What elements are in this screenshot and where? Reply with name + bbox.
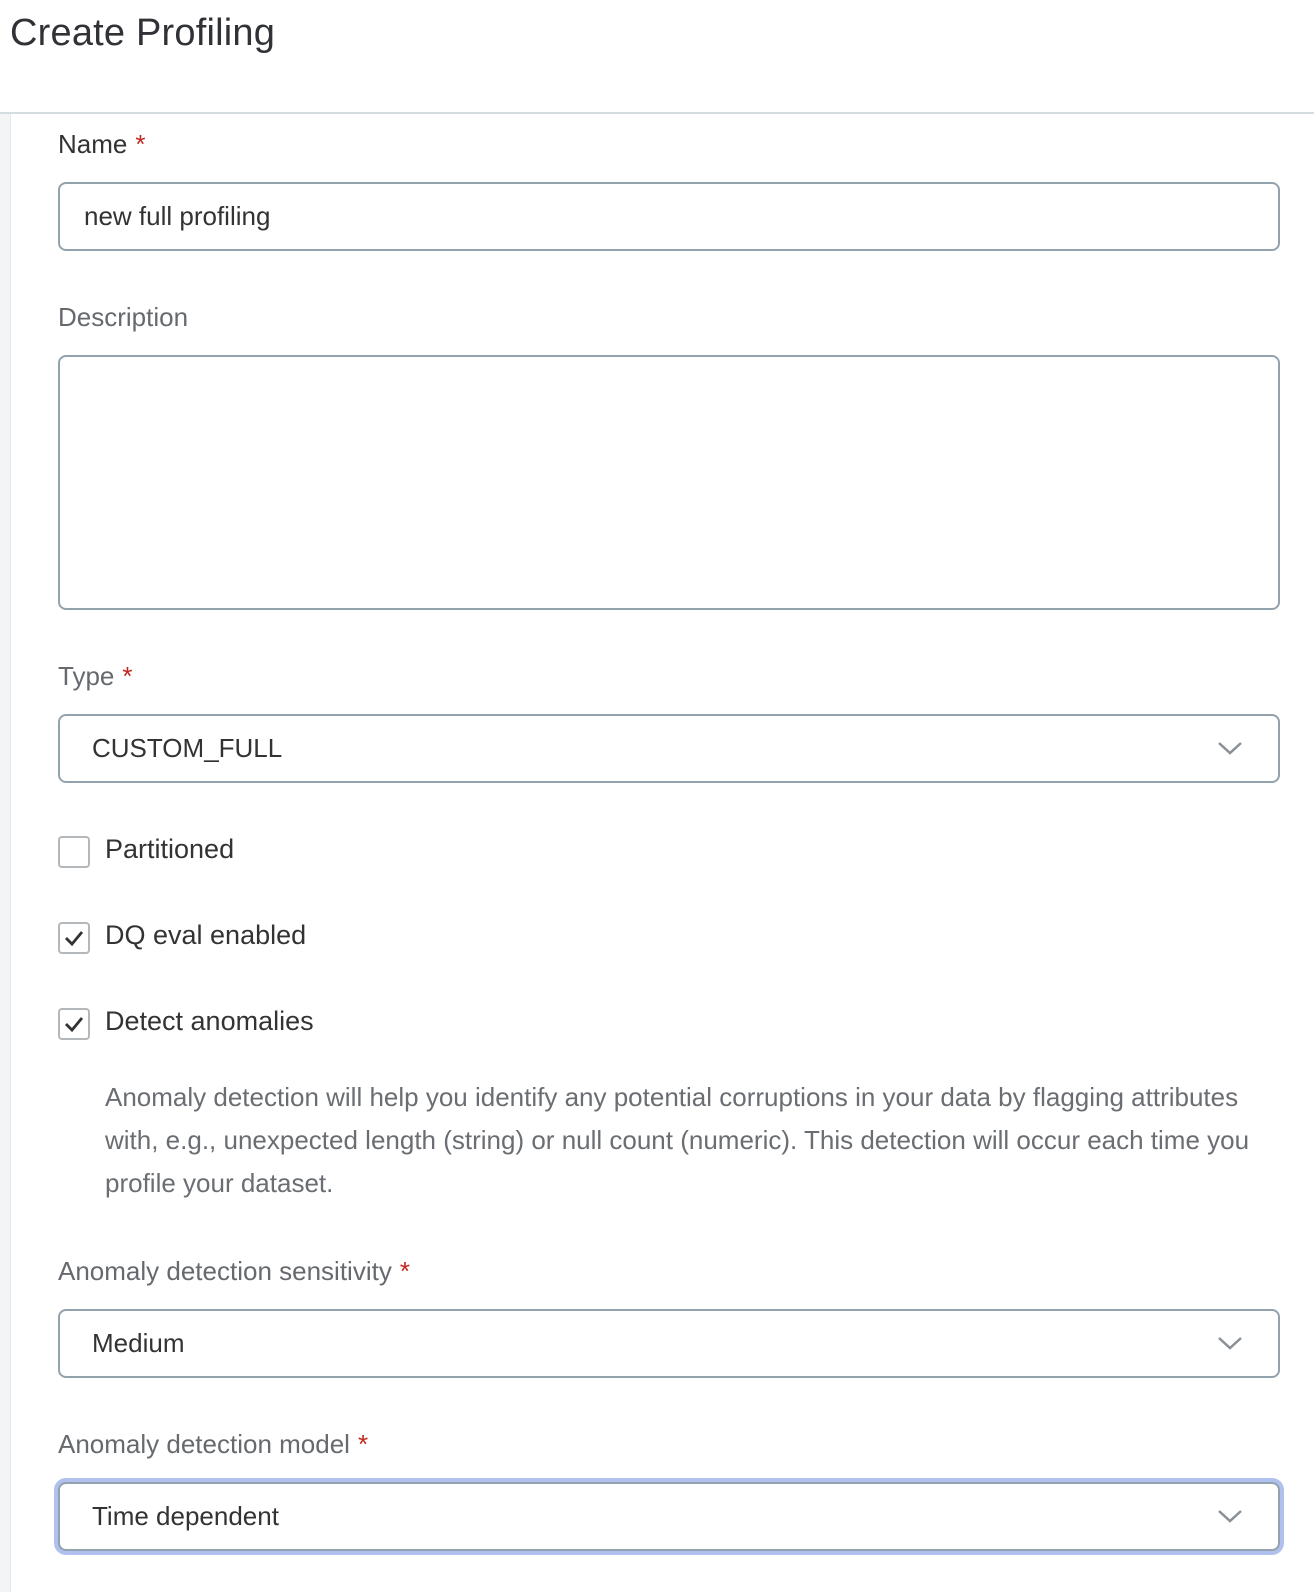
- detect-anomalies-checkbox[interactable]: [58, 1008, 90, 1040]
- model-label-text: Anomaly detection model: [58, 1429, 350, 1459]
- required-marker: *: [135, 129, 146, 159]
- model-label: [58, 1429, 368, 1460]
- left-sidebar-edge: [0, 114, 11, 1592]
- detect-anomalies-label[interactable]: Detect anomalies: [105, 1006, 314, 1036]
- sensitivity-select[interactable]: [58, 1309, 1280, 1378]
- page-header: [0, 0, 1314, 114]
- name-label: [58, 129, 145, 160]
- description-textarea[interactable]: [58, 355, 1280, 610]
- partitioned-checkbox[interactable]: [58, 836, 90, 868]
- type-label: [58, 661, 133, 692]
- checkmark-icon: [63, 1013, 85, 1035]
- dq-eval-label[interactable]: DQ eval enabled: [105, 920, 307, 950]
- anomaly-detection-help-text: Anomaly detection will help you identify any potential corruptions in your data by flagging attributes with, e.g., unexpected length (string) or null count (numeric). This detection will occur each time you profile your dataset.: [105, 1082, 1250, 1198]
- chevron-down-icon: [1216, 734, 1244, 762]
- sensitivity-label: [58, 1256, 410, 1287]
- dq-eval-checkbox[interactable]: [58, 922, 90, 954]
- chevron-down-icon: [1216, 1329, 1244, 1357]
- model-select-value: Time dependent: [92, 1501, 279, 1531]
- type-select[interactable]: [58, 714, 1280, 783]
- sensitivity-select-value: Medium: [92, 1328, 185, 1358]
- page-title: Create Profiling: [10, 12, 276, 54]
- required-marker: *: [357, 1429, 369, 1459]
- model-select[interactable]: [58, 1482, 1280, 1551]
- sensitivity-label-text: Anomaly detection sensitivity: [58, 1256, 392, 1286]
- type-select-value: CUSTOM_FULL: [92, 733, 283, 763]
- chevron-down-icon: [1216, 1502, 1244, 1530]
- type-label-text: Type: [58, 661, 115, 691]
- required-marker: *: [399, 1256, 410, 1286]
- partitioned-label[interactable]: Partitioned: [105, 834, 235, 864]
- description-label: Description: [58, 302, 189, 332]
- required-marker: *: [122, 661, 133, 691]
- name-label-text: Name: [58, 129, 128, 159]
- name-input[interactable]: [58, 182, 1280, 251]
- name-input-value: new full profiling: [84, 201, 271, 231]
- checkmark-icon: [63, 927, 85, 949]
